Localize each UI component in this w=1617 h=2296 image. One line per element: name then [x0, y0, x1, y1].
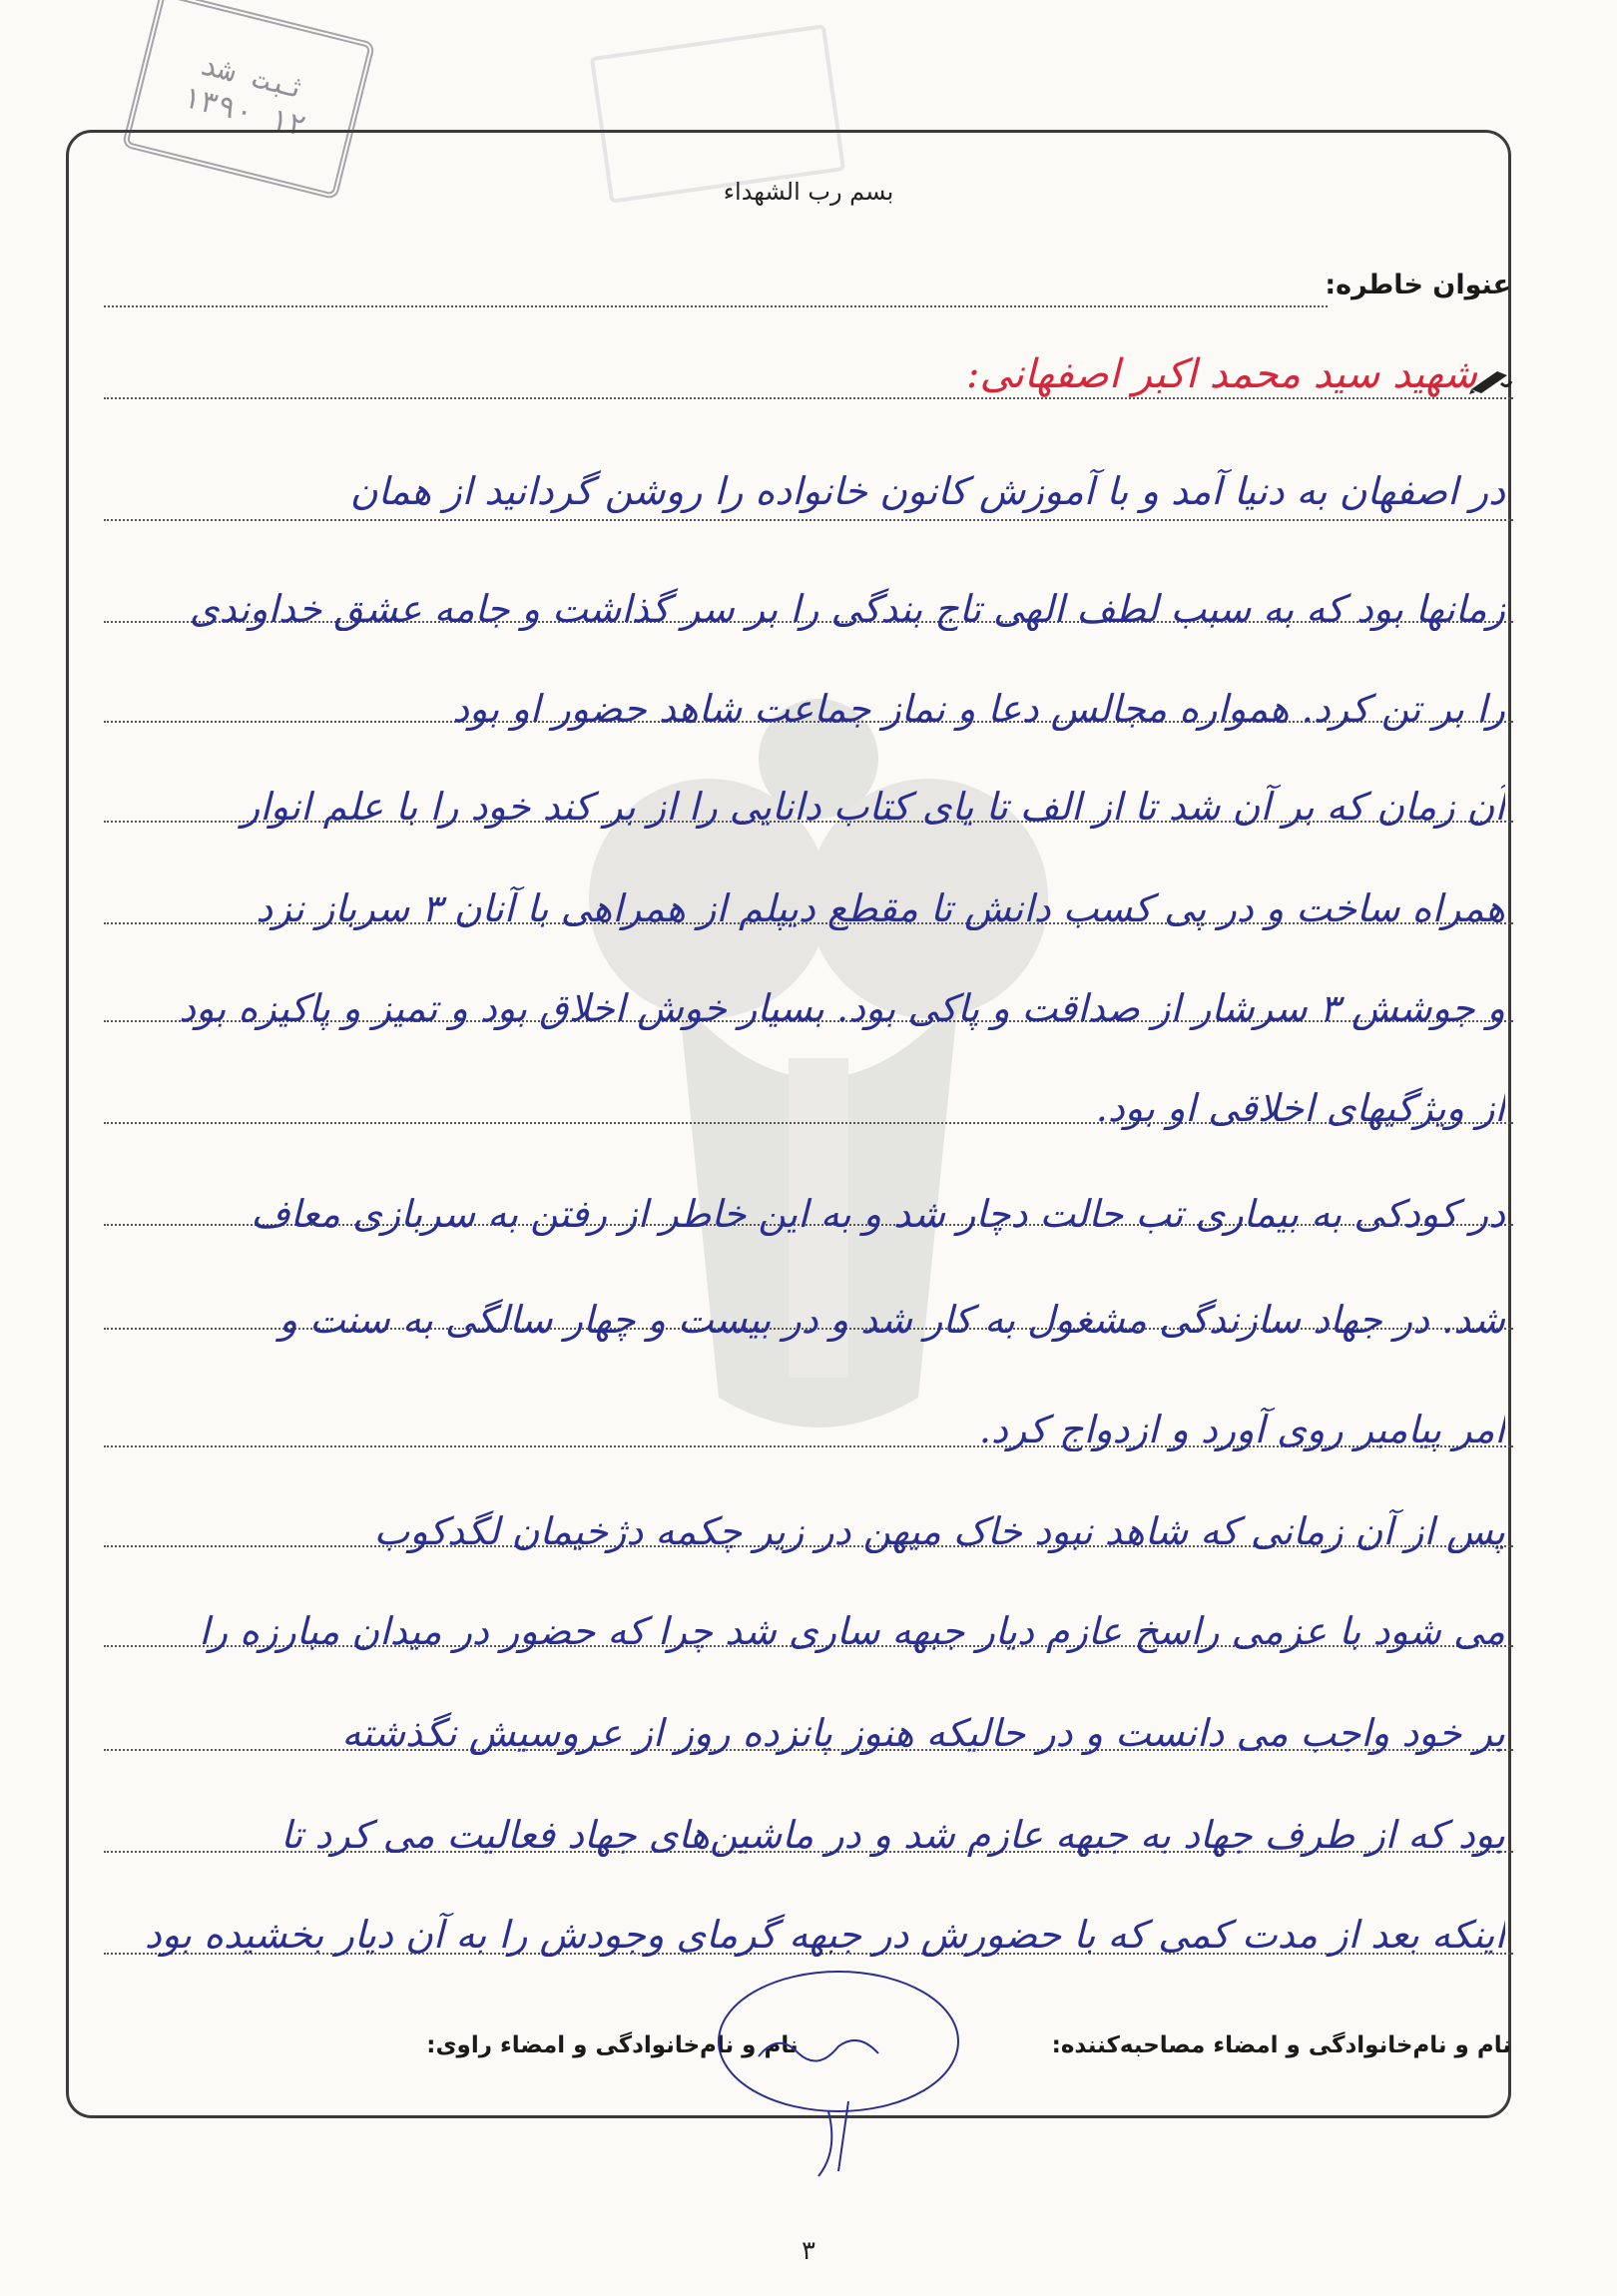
memory-line: از ویژگیهای اخلاقی او بود.: [1095, 1086, 1505, 1130]
handwritten-signature: [689, 1962, 988, 2181]
bismillah-header: بسم رب الشهداء: [723, 178, 894, 206]
memory-line: آن زمان که بر آن شد تا از الف تا یای کتاب دانایی را از بر کند خود را با علم انوار: [241, 785, 1505, 829]
ruled-line: [104, 397, 1513, 399]
memory-line: بر خود واجب می دانست و در حالیکه هنوز پانزده روز از عروسیش نگذشته: [341, 1711, 1505, 1755]
memory-line: اینکه بعد از مدت کمی که با حضورش در جبهه گرمای وجودش را به آن دیار بخشیده بود: [144, 1913, 1505, 1957]
memory-line: در کودکی به بیماری تب حالت دچار شد و به این خاطر از رفتن به سربازی معاف: [251, 1192, 1505, 1236]
interviewer-signature-label: نام و نام‌خانوادگی و امضاء مصاحبه‌کننده:: [1051, 2032, 1511, 2058]
memory-line: همراه ساخت و در پی کسب دانش تا مقطع دیپلم از همراهی با آنان ۳ سرباز نزد: [256, 886, 1505, 930]
memory-line: را بر تن کرد. همواره مجالس دعا و نماز جماعت شاهد حضور او بود: [452, 687, 1505, 731]
narrator-signature-label: نام و نام‌خانوادگی و امضاء راوی:: [426, 2032, 799, 2058]
memory-line: می شود با عزمی راسخ عازم دیار جبهه ساری شد چرا که حضور در میدان مبارزه را: [199, 1609, 1505, 1653]
archive-stamp: ثبت شد ۱۳۹۰ ۱۲: [122, 0, 376, 200]
memory-title-handwritten: شهید سید محمد اکبر اصفهانی:: [965, 351, 1477, 397]
ruled-line: [104, 519, 1513, 521]
memory-line: زمانها بود که به سبب لطف الهی تاج بندگی را بر سر گذاشت و جامه عشق خداوندی: [189, 587, 1505, 631]
memory-line: شد. در جهاد سازندگی مشغول به کار شد و در بیست و چهار سالگی به سنت و: [278, 1298, 1505, 1342]
memory-line: امر پیامبر روی آورد و ازدواج کرد.: [978, 1408, 1505, 1451]
memory-line: در اصفهان به دنیا آمد و با آموزش کانون خانواده را روشن گردانید از همان: [349, 469, 1505, 513]
page-number: ۳: [802, 2236, 815, 2266]
memory-line: پس از آن زمانی که شاهد نبود خاک میهن در زیر چکمه دژخیمان لگدکوب: [373, 1509, 1505, 1553]
title-label: عنوان خاطره:: [1325, 270, 1511, 300]
title-dotted-line: [104, 305, 1328, 307]
memory-line: و جوشش ۳ سرشار از صداقت و پاکی بود. بسیار خوش اخلاق بود و تمیز و پاکیزه بود: [179, 986, 1505, 1030]
memory-line: بود که از طرف جهاد به جبهه عازم شد و در ماشین‌های جهاد فعالیت می کرد تا: [280, 1813, 1505, 1857]
